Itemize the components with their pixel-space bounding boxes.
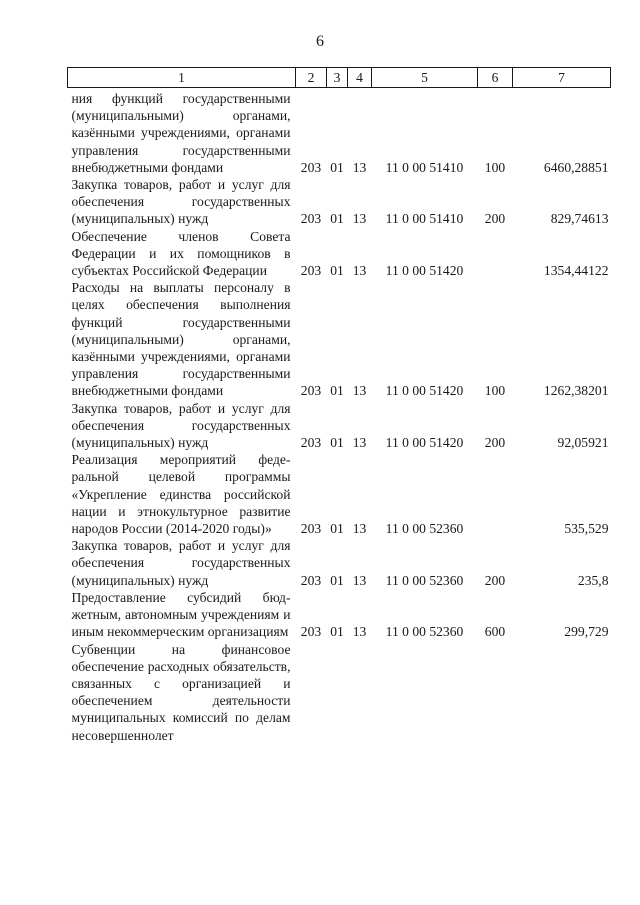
row-target-article: 11 0 00 51420 [385,263,464,279]
row-target-article: 11 0 00 51420 [385,435,464,451]
row-subsection-code: 13 [352,263,367,279]
table-row [68,176,611,228]
table-row [68,400,611,452]
header-col-3: 3 [327,68,348,88]
row-target-article: 11 0 00 51420 [385,383,464,399]
row-section-code: 01 [330,521,344,537]
header-row [68,68,611,88]
budget-table [67,67,611,744]
row-expense-type: 200 [484,435,506,451]
table-row [68,88,611,177]
table-row [68,537,611,589]
row-admin-code: 203 [300,159,322,175]
row-subsection-code: 13 [352,383,367,399]
row-description: Закупка товаров, работ и услуг для обеспечения государственных (муниципальных) нужд [71,177,291,227]
row-admin-code [296,641,327,744]
header-col-2: 2 [296,68,327,88]
table-row [68,641,611,744]
row-target-article: 11 0 00 51410 [385,159,464,175]
row-section-code: 01 [330,572,344,588]
row-description: ния функций государственными (муниципальными) органами, казёнными учреждениями, органами управления государственными внебюджетными фондами [71,91,291,175]
table-body [68,88,611,744]
row-amount [513,641,611,744]
row-description: Предоставление субсидий бюджетным, автономным учреждениям и иным некоммерческим организациям [71,589,291,640]
row-admin-code: 203 [300,211,322,227]
row-expense-type [478,451,513,537]
row-section-code: 01 [330,383,344,399]
row-description: Расходы на выплаты персоналу в целях обеспечения выполнения функций государственными (муниципальными) органами, казёнными учреждениями, органами управления государственными внебюджетными фондами [71,280,291,399]
row-expense-type: 100 [484,383,506,399]
row-subsection-code: 13 [352,211,367,227]
row-admin-code: 203 [300,572,322,588]
row-target-article: 11 0 00 52360 [385,624,464,640]
row-description: Субвенции на финансовое обеспечение расходных обязательств, связанных с организацией и обеспечением деятельности муниципальных комиссий по делам несовершеннолет [71,641,291,743]
row-subsection-code: 13 [352,435,367,451]
row-subsection-code: 13 [352,159,367,175]
table-row [68,589,611,641]
row-description: Обеспечение членов Совета Федерации и их помощников в субъектах Российской Федерации [71,228,291,279]
row-expense-type [478,228,513,280]
row-section-code: 01 [330,624,344,640]
row-section-code [327,641,348,744]
header-col-7: 7 [513,68,611,88]
row-admin-code: 203 [300,624,322,640]
row-subsection-code: 13 [352,521,367,537]
table-row [68,451,611,537]
row-expense-type: 200 [484,211,506,227]
row-amount: 92,05921 [557,435,609,451]
row-amount: 6460,28851 [543,159,609,175]
row-section-code: 01 [330,211,344,227]
row-subsection-code: 13 [352,624,367,640]
row-description: Реализация мероприятий федеральной целевой программы «Укрепление единства российской нации и этнокультурное развитие народов России (2014-2020 годы)» [71,452,291,537]
row-expense-type: 200 [484,572,506,588]
header-col-6: 6 [478,68,513,88]
row-target-article [372,641,478,744]
row-description: Закупка товаров, работ и услуг для обеспечения государственных (муниципальных) нужд [71,538,291,588]
table-row [68,228,611,280]
table-header [68,68,611,88]
row-section-code: 01 [330,159,344,175]
header-col-1: 1 [68,68,296,88]
row-amount: 299,729 [564,624,609,640]
row-amount: 1262,38201 [543,383,609,399]
page-number: 6 [316,33,324,50]
row-admin-code: 203 [300,263,322,279]
row-target-article: 11 0 00 51410 [385,211,464,227]
row-target-article: 11 0 00 52360 [385,521,464,537]
row-section-code: 01 [330,263,344,279]
row-section-code: 01 [330,435,344,451]
row-subsection-code: 13 [352,572,367,588]
table-row [68,279,611,399]
row-amount: 1354,44122 [543,263,609,279]
row-subsection-code [348,641,372,744]
row-target-article: 11 0 00 52360 [385,572,464,588]
row-amount: 235,8 [577,572,609,588]
row-admin-code: 203 [300,383,322,399]
row-description: Закупка товаров, работ и услуг для обеспечения государственных (муниципальных) нужд [71,400,291,451]
row-expense-type: 600 [484,624,506,640]
row-amount: 829,74613 [550,211,609,227]
row-admin-code: 203 [300,435,322,451]
row-expense-type: 100 [484,159,506,175]
row-expense-type [478,641,513,744]
header-col-5: 5 [372,68,478,88]
header-col-4: 4 [348,68,372,88]
row-amount: 535,529 [564,521,609,537]
row-admin-code: 203 [300,521,322,537]
